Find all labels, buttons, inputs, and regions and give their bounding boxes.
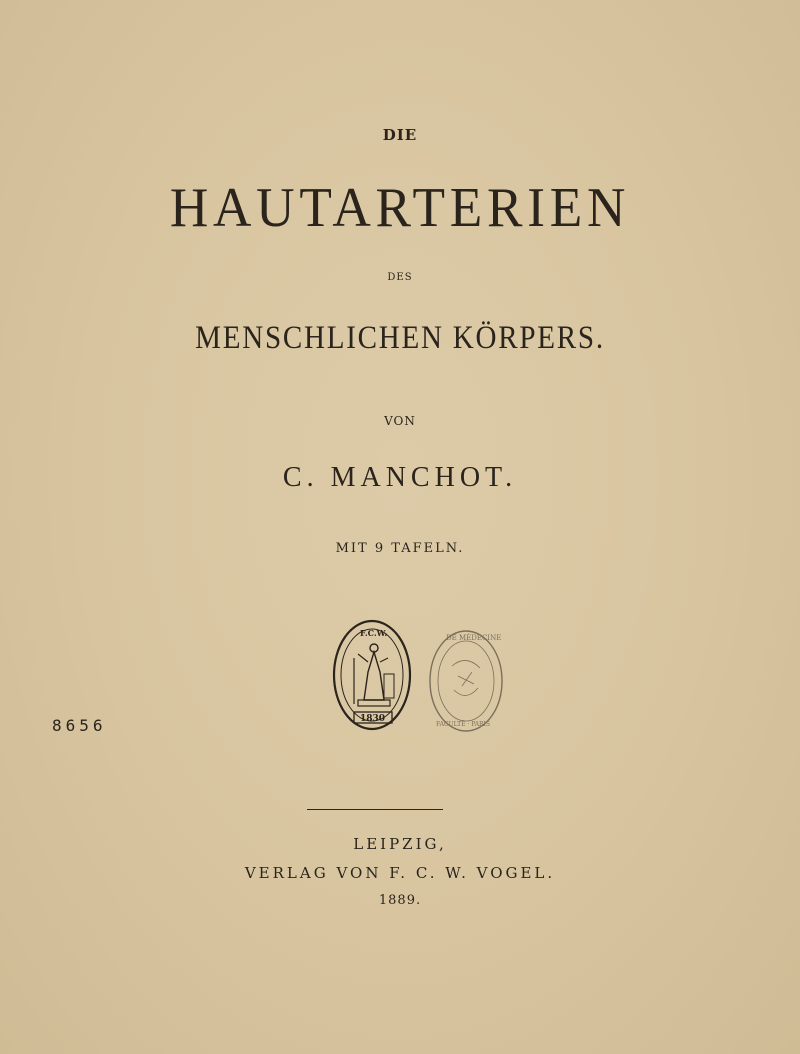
library-stamps <box>330 614 510 736</box>
imprint-publisher: VERLAG VON F. C. W. VOGEL. <box>244 864 556 882</box>
stamp-icons <box>330 614 510 736</box>
plates-note: MIT 9 TAFELN. <box>335 541 465 556</box>
svg-text:F.C.W.: F.C.W. <box>360 628 388 638</box>
faculty-seal-icon <box>430 631 502 731</box>
svg-text:DE MÉDECINE: DE MÉDECINE <box>446 634 502 642</box>
svg-text:1830: 1830 <box>360 714 386 724</box>
author-name: C. MANCHOT. <box>282 462 518 493</box>
svg-text:FACULTÉ · PARIS: FACULTÉ · PARIS <box>436 721 491 728</box>
main-title: HAUTARTERIEN <box>169 177 631 239</box>
imprint-year: 1889. <box>378 893 422 908</box>
divider-rule <box>307 809 443 810</box>
subtitle: MENSCHLICHEN KÖRPERS. <box>195 320 605 356</box>
imprint-city: LEIPZIG, <box>353 835 447 853</box>
title-article: DIE <box>382 126 418 144</box>
shelfmark: 8656 <box>52 716 107 735</box>
publisher-seal-icon <box>334 621 410 729</box>
author-prefix: VON <box>384 414 416 428</box>
title-connector: DES <box>387 272 413 283</box>
